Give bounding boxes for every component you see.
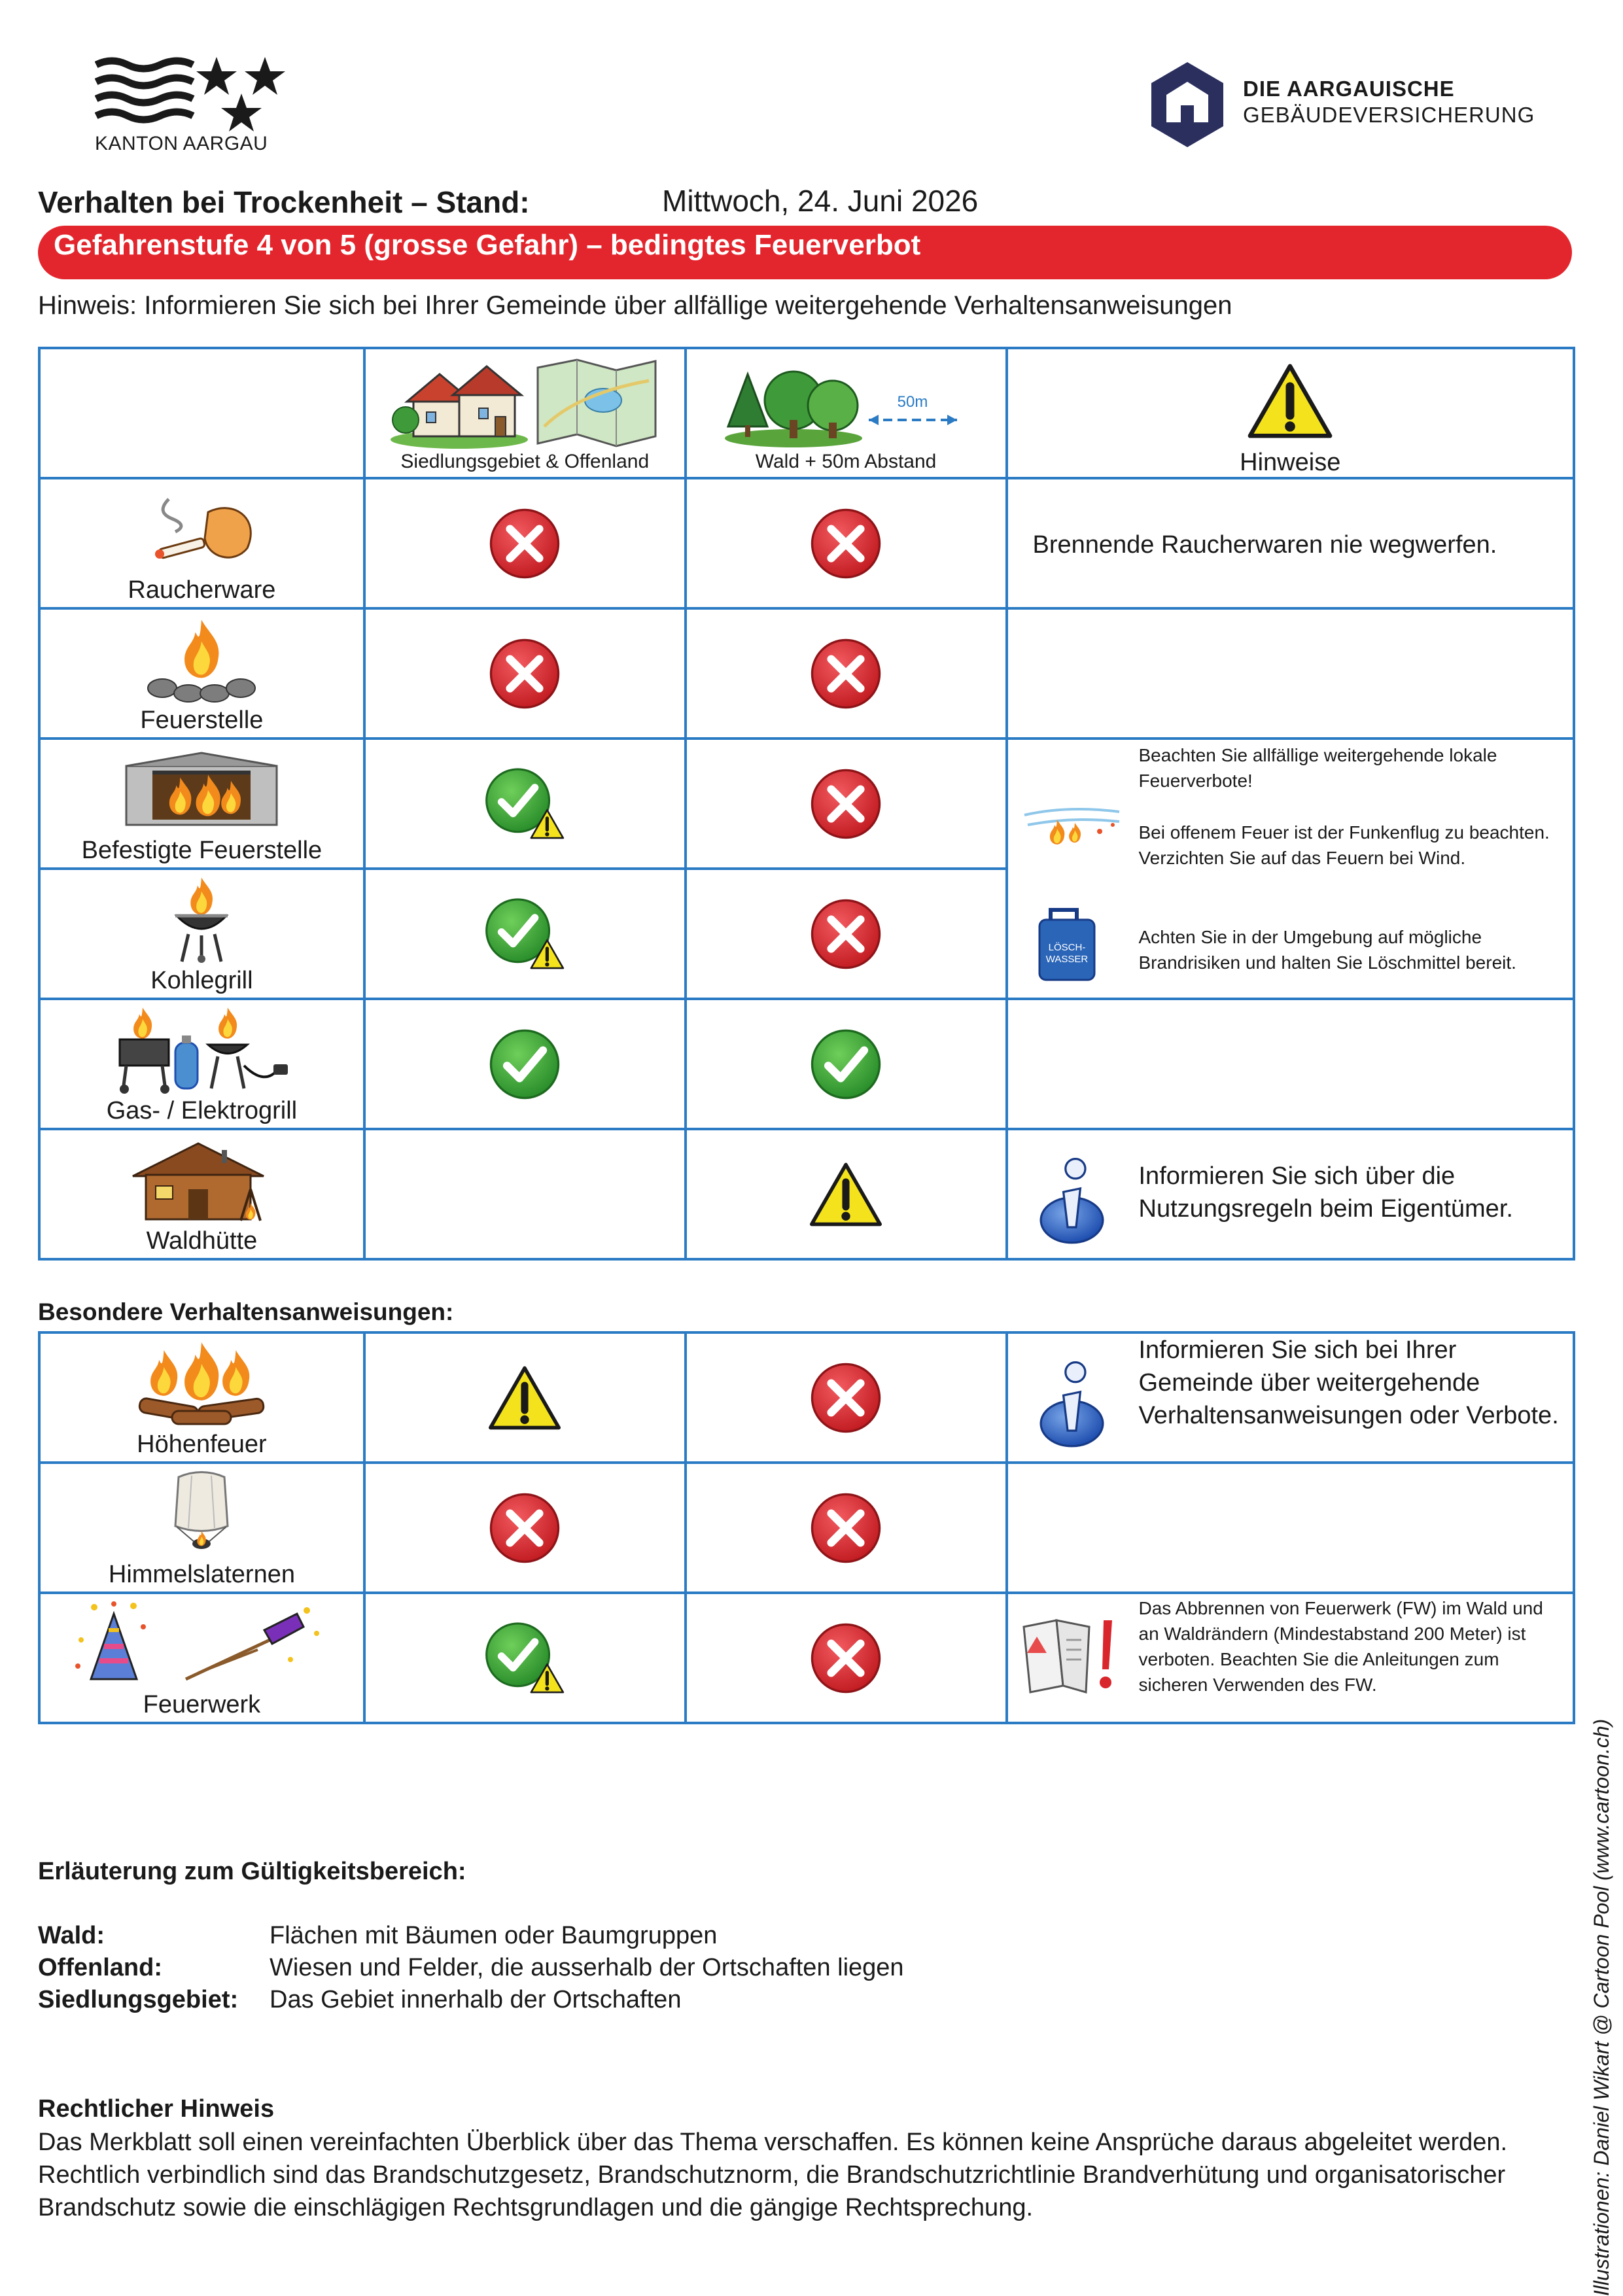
legend-term: Wald: xyxy=(38,1922,105,1949)
note-fireplace-sparks: Bei offenem Feuer ist der Funkenflug zu beachten. Verzichten Sie auf das Feuern bei Wind. xyxy=(1138,822,1550,868)
insurer-name-line1: DIE AARGAUISCHE xyxy=(1243,77,1455,101)
note-fireworks: Das Abbrennen von Feuerwerk (FW) im Wald und an Waldrändern (Mindestabstand 200 Meter) ist verboten. Beachten Sie die Anleitungen zum sicheren Verwenden des FW. xyxy=(1138,1598,1543,1695)
row-label: Gas- / Elektrogrill xyxy=(106,1097,298,1124)
status-date: Mittwoch, 24. Juni 2026 xyxy=(662,184,979,218)
legal-notice-body: Das Merkblatt soll einen vereinfachten Überblick über das Thema verschaffen. Es können keine Ansprüche daraus abgeleitet werden. Rechtlich verbindlich sind das Brandschutzgesetz, Brandschutznorm, die Brandschutzrichtlinie Brandverhütung und organisatorischer Brandschutz sowie die einschlägigen Rechtsgrundlagen und die gängige Rechtsprechung. xyxy=(38,2129,1508,2221)
forbidden-icon xyxy=(488,637,561,710)
forest-status-cell xyxy=(686,478,1007,608)
fireworks-icon xyxy=(68,1601,323,1689)
legend-definition-settlement xyxy=(270,1986,681,2014)
note-forest-hut: Informieren Sie sich über die Nutzungsregeln beim Eigentümer. xyxy=(1138,1162,1513,1223)
allowed-icon xyxy=(809,1028,882,1101)
allowed-icon xyxy=(488,1028,561,1101)
column-header-notes xyxy=(1007,348,1575,478)
row-label: Raucherware xyxy=(128,576,276,604)
forbidden-icon xyxy=(809,767,882,841)
insurer-name-line2: GEBÄUDEVERSICHERUNG xyxy=(1243,103,1535,127)
forbidden-icon xyxy=(809,1622,882,1695)
note-fireplace-local: Beachten Sie allfällige weitergehende lokale Feuerverbote! xyxy=(1138,745,1497,791)
row-label-cell xyxy=(39,739,364,869)
legend-term-open-land xyxy=(38,1954,162,1982)
allowed-with-caution-icon xyxy=(484,766,566,841)
forest-status-cell xyxy=(686,739,1007,869)
row-label: Feuerstelle xyxy=(140,706,264,734)
settlement-status-cell xyxy=(364,999,686,1129)
forbidden-icon xyxy=(488,1491,561,1565)
row-label-cell xyxy=(39,478,364,608)
settlement-status-cell xyxy=(364,1129,686,1259)
row-label: Waldhütte xyxy=(146,1227,258,1255)
danger-level-text: Gefahrenstufe 4 von 5 (grosse Gefahr) – bedingtes Feuerverbot xyxy=(54,229,921,261)
row-label: Himmelslaternen xyxy=(108,1561,295,1588)
row-label-cell xyxy=(39,999,364,1129)
legend-term-settlement xyxy=(38,1986,238,2014)
forbidden-icon xyxy=(809,897,882,971)
caution-icon xyxy=(488,1365,561,1431)
bonfire-icon xyxy=(133,1340,270,1429)
settlement-status-cell xyxy=(364,608,686,739)
info-icon xyxy=(1034,1357,1109,1448)
sky-lantern-icon xyxy=(162,1470,241,1559)
row-label-cell xyxy=(39,608,364,739)
column-header-forest xyxy=(686,348,1007,478)
note-cell xyxy=(1007,1129,1575,1259)
settlement-status-cell xyxy=(364,478,686,608)
column-label-settlement: Siedlungsgebiet & Offenland xyxy=(400,451,650,472)
settlement-status-cell xyxy=(364,869,686,999)
legend-definition: Das Gebiet innerhalb der Ortschaften xyxy=(270,1986,682,2013)
legal-notice-title: Rechtlicher Hinweis xyxy=(38,2095,275,2123)
spark-flight-icon xyxy=(1021,802,1126,848)
extinguishing-water-canister-icon xyxy=(1034,903,1100,982)
note-cell xyxy=(1007,1463,1575,1593)
forbidden-icon xyxy=(809,507,882,580)
settlement-status-cell xyxy=(364,1463,686,1593)
warning-icon xyxy=(1248,362,1333,440)
legend-term: Siedlungsgebiet: xyxy=(38,1986,239,2013)
row-label-cell xyxy=(39,1332,364,1463)
info-icon xyxy=(1034,1153,1109,1245)
legend-definition-open-land xyxy=(270,1954,904,1982)
rules-table xyxy=(38,347,1575,1261)
note-smoking: Brennende Raucherwaren nie wegwerfen. xyxy=(1032,531,1497,559)
forbidden-icon xyxy=(809,1491,882,1565)
forest-status-cell xyxy=(686,1332,1007,1463)
header-empty-cell xyxy=(39,348,364,478)
document-title: Verhalten bei Trockenheit – Stand: xyxy=(38,185,530,219)
settlement-status-cell xyxy=(364,1332,686,1463)
note-cell xyxy=(1007,1332,1575,1463)
column-label-forest: Wald + 50m Abstand xyxy=(755,451,937,472)
canton-name: KANTON AARGAU xyxy=(95,133,268,154)
note-cell xyxy=(1007,1593,1575,1723)
legend-title: Erläuterung zum Gültigkeitsbereich: xyxy=(38,1858,466,1885)
forest-status-cell xyxy=(686,1463,1007,1593)
legend-definition: Flächen mit Bäumen oder Baumgruppen xyxy=(270,1922,718,1949)
forest-distance-icon xyxy=(722,355,970,453)
forbidden-icon xyxy=(809,1361,882,1435)
campfire-icon xyxy=(143,616,260,704)
settlement-status-cell xyxy=(364,739,686,869)
fixed-fireplace-icon xyxy=(120,746,283,831)
row-label: Höhenfeuer xyxy=(137,1431,267,1458)
forest-status-cell xyxy=(686,1593,1007,1723)
illustration-credit: Illustrationen: Daniel Wikart @ Cartoon Pool (www.cartoon.ch) xyxy=(1590,1718,1613,2296)
row-label-cell xyxy=(39,869,364,999)
row-label: Kohlegrill xyxy=(150,967,253,994)
charcoal-grill-icon xyxy=(169,877,234,965)
caution-icon xyxy=(809,1162,882,1227)
canister-label: LÖSCH- xyxy=(1048,942,1085,953)
forbidden-icon xyxy=(809,637,882,710)
row-label-cell xyxy=(39,1593,364,1723)
forest-status-cell xyxy=(686,869,1007,999)
legend-definition-forest xyxy=(270,1922,717,1950)
row-label-cell xyxy=(39,1129,364,1259)
note-cell xyxy=(1007,478,1575,608)
canister-label: WASSER xyxy=(1045,954,1088,965)
note-cell-fireplace xyxy=(1007,739,1575,999)
allowed-with-caution-icon xyxy=(484,1620,566,1696)
gas-and-electric-grill-icon xyxy=(110,1007,293,1095)
note-cell xyxy=(1007,999,1575,1129)
note-cell xyxy=(1007,608,1575,739)
instructions-leaflet-icon xyxy=(1017,1614,1122,1699)
allowed-with-caution-icon xyxy=(484,896,566,971)
legend-term-forest xyxy=(38,1922,105,1950)
column-label-notes: Hinweise xyxy=(1240,449,1341,476)
row-label: Befestigte Feuerstelle xyxy=(81,837,323,864)
forest-hut-icon xyxy=(126,1137,277,1225)
settlement-status-cell xyxy=(364,1593,686,1723)
note-fireplace-extinguish: Achten Sie in der Umgebung auf mögliche Brandrisiken und halten Sie Löschmittel bereit. xyxy=(1138,927,1516,973)
legend-term: Offenland: xyxy=(38,1954,162,1981)
row-label-cell xyxy=(39,1463,364,1593)
legend-definition: Wiesen und Felder, die ausserhalb der Ortschaften liegen xyxy=(270,1954,904,1981)
forbidden-icon xyxy=(488,507,561,580)
general-hint: Hinweis: Informieren Sie sich bei Ihrer Gemeinde über allfällige weitergehende Verhaltensanweisungen xyxy=(38,291,1232,320)
special-section-title: Besondere Verhaltensanweisungen: xyxy=(38,1298,454,1325)
cigarette-icon xyxy=(136,486,267,565)
note-bonfire: Informieren Sie sich bei Ihrer Gemeinde über weitergehende Verhaltensanweisungen oder Verbote. xyxy=(1138,1336,1559,1429)
village-and-map-icon xyxy=(387,355,662,453)
special-rules-table xyxy=(38,1331,1575,1724)
forest-status-cell xyxy=(686,608,1007,739)
column-header-settlement xyxy=(364,348,686,478)
distance-label: 50m xyxy=(897,393,928,411)
forest-status-cell xyxy=(686,999,1007,1129)
forest-status-cell xyxy=(686,1129,1007,1259)
row-label: Feuerwerk xyxy=(143,1691,261,1718)
